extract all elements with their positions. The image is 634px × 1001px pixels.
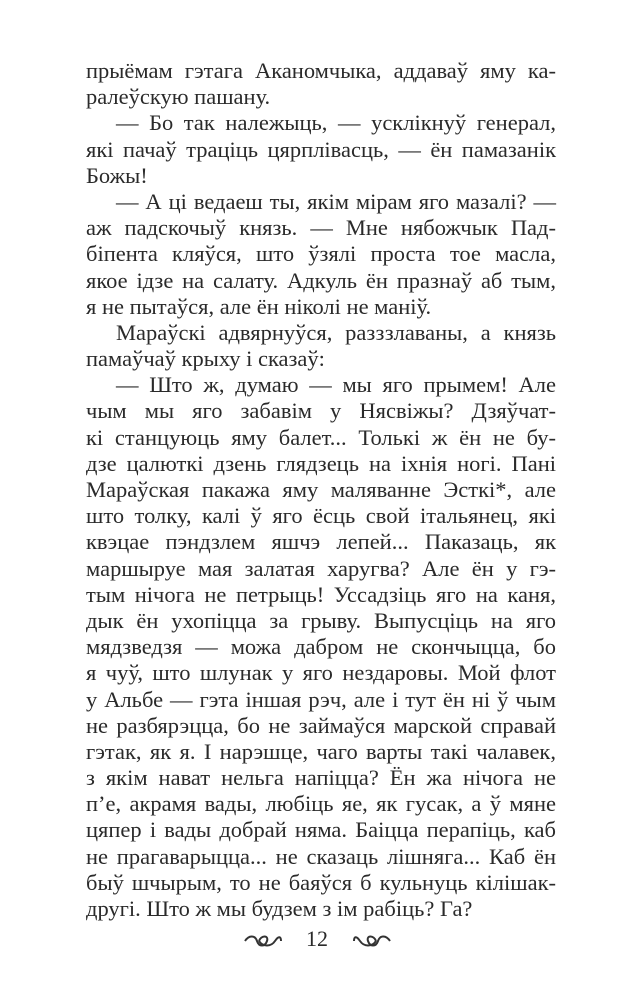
text-line: — А ці ведаеш ты, якім мірам яго мазалі? — xyxy=(116,188,556,214)
page-number: 12 xyxy=(306,926,328,951)
text-line: памаўчаў крыху і сказаў: xyxy=(86,346,325,372)
text-line: біпента кляўся, што ўзялі проста тое масла, xyxy=(86,241,556,267)
text-line: — Бо так належыць, — усклікнуў генерал, xyxy=(116,110,556,136)
text-line: у Альбе — гэта іншая рэч, але і тут ён ні ў чым xyxy=(86,686,556,712)
page-footer xyxy=(0,926,634,954)
text-line: квэцае пэндзлем яшчэ лепей... Паказаць, як xyxy=(86,529,556,555)
text-line: Мараўскі адвярнуўся, разззлаваны, а князь xyxy=(116,319,556,345)
text-line: мядзведзя — можа дабром не скончыцца, бо xyxy=(86,634,556,660)
left-ornament-icon xyxy=(243,928,283,954)
text-line: маршыруе мая залатая харугва? Але ён у гэ- xyxy=(86,555,556,581)
text-line: я не пытаўся, але ён ніколі не маніў. xyxy=(86,293,432,319)
text-line: прыёмам гэтага Аканомчыка, аддаваў яму ка- xyxy=(86,58,556,83)
text-line: гэтак, як я. І нарэшце, чаго варты такі чалавек, xyxy=(86,738,556,764)
text-line: аж падскочыў князь. — Мне нябожчык Пад- xyxy=(86,215,556,241)
text-line: я чуў, што шлунак у яго нездаровы. Мой флот xyxy=(86,660,556,686)
text-line: тым нічога не петрыць! Уссадзіць яго на каня, xyxy=(86,581,556,607)
text-line: Мараўская пакажа яму маляванне Эсткі*, але xyxy=(86,477,556,502)
text-line: быў шчырым, то не баяўся б кульнуць кілішак- xyxy=(86,869,556,895)
text-line: які пачаў траціць цярплівасць, — ён памазанік xyxy=(86,136,556,162)
text-line: п’е, акрамя вады, любіць яе, як гусак, а ў мяне xyxy=(86,791,556,817)
right-ornament-icon xyxy=(352,928,392,954)
text-line: цяпер і вады добрай няма. Баіцца перапіць, каб xyxy=(86,817,556,843)
text-line: дзе цалюткі дзень глядзець на іхнія ногі. Пані xyxy=(86,450,556,476)
text-line: другі. Што ж мы будзем з ім рабіць? Га? xyxy=(86,896,473,921)
text-line: ралеўскую пашану. xyxy=(86,84,271,110)
body-text xyxy=(86,58,556,922)
text-line: не прагаварыцца... не сказаць лішняга... Каб ён xyxy=(86,843,556,869)
text-line: якое ідзе на салату. Адкуль ён празнаў аб тым, xyxy=(86,267,556,293)
text-line: Божы! xyxy=(86,162,148,188)
text-line: дык ён ухопіцца за грыву. Выпусціць на яго xyxy=(86,607,556,633)
text-line: чым мы яго забавім у Нясвіжы? Дзяўчат- xyxy=(86,398,556,424)
text-line: — Што ж, думаю — мы яго прымем! Але xyxy=(116,372,556,398)
text-line: што толку, калі ў яго ёсць свой італьянец, які xyxy=(86,503,556,529)
text-line: не разбярэцца, бо не займаўся марской справай xyxy=(86,712,556,738)
text-line: з якім нават нельга напіцца? Ён жа нічога не xyxy=(86,765,556,791)
text-line: кі станцуюць яму балет... Толькі ж ён не бу- xyxy=(86,424,556,450)
